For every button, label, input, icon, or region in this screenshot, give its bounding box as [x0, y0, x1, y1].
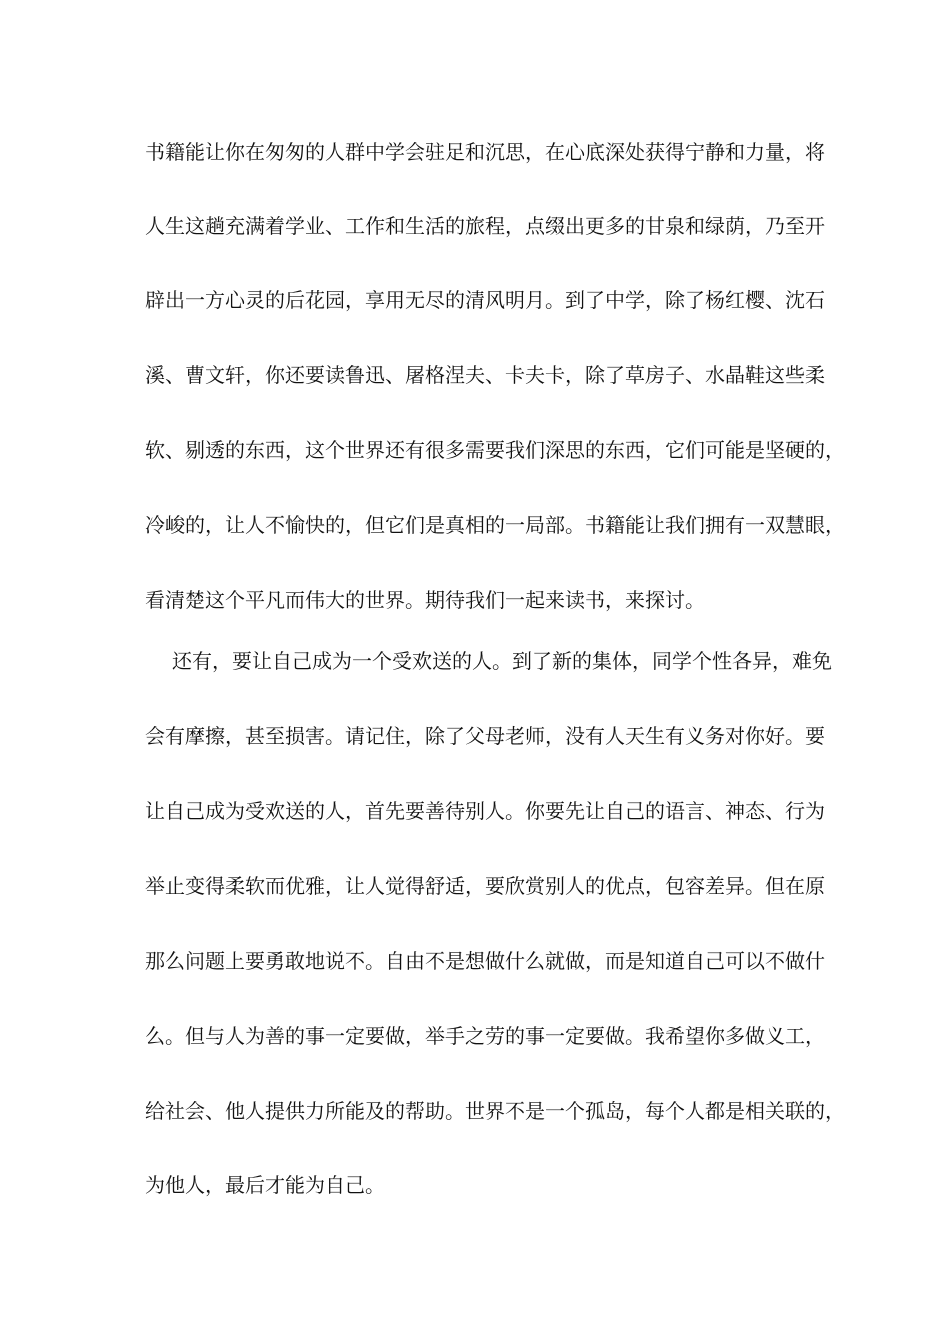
paragraph-1-line-7: 看清楚这个平凡而伟大的世界。期待我们一起来读书，来探讨。	[145, 588, 705, 612]
paragraph-2-line-6: 么。但与人为善的事一定要做，举手之劳的事一定要做。我希望你多做义工，	[145, 1024, 825, 1048]
paragraph-2-line-7: 给社会、他人提供力所能及的帮助。世界不是一个孤岛，每个人都是相关联的，	[145, 1099, 845, 1123]
paragraph-1-line-2: 人生这趟充满着学业、工作和生活的旅程，点缀出更多的甘泉和绿荫，乃至开	[145, 214, 825, 238]
paragraph-2-line-1: 还有，要让自己成为一个受欢送的人。到了新的集体，同学个性各异，难免	[172, 649, 832, 673]
paragraph-2-line-5: 那么问题上要勇敢地说不。自由不是想做什么就做，而是知道自己可以不做什	[145, 949, 825, 973]
paragraph-2-line-2: 会有摩擦，甚至损害。请记住，除了父母老师，没有人天生有义务对你好。要	[145, 724, 825, 748]
paragraph-2-line-4: 举止变得柔软而优雅，让人觉得舒适，要欣赏别人的优点，包容差异。但在原	[145, 874, 825, 898]
paragraph-1-line-1: 书籍能让你在匆匆的人群中学会驻足和沉思，在心底深处获得宁静和力量，将	[145, 140, 825, 164]
paragraph-1-line-5: 软、剔透的东西，这个世界还有很多需要我们深思的东西，它们可能是坚硬的，	[145, 438, 845, 462]
paragraph-2-line-3: 让自己成为受欢送的人，首先要善待别人。你要先让自己的语言、神态、行为	[145, 799, 825, 823]
paragraph-1-line-3: 辟出一方心灵的后花园，享用无尽的清风明月。到了中学，除了杨红樱、沈石	[145, 288, 825, 312]
paragraph-2-line-8: 为他人，最后才能为自己。	[145, 1173, 385, 1197]
paragraph-1-line-6: 冷峻的，让人不愉快的，但它们是真相的一局部。书籍能让我们拥有一双慧眼，	[145, 513, 845, 537]
paragraph-1-line-4: 溪、曹文轩，你还要读鲁迅、屠格涅夫、卡夫卡，除了草房子、水晶鞋这些柔	[145, 363, 825, 387]
